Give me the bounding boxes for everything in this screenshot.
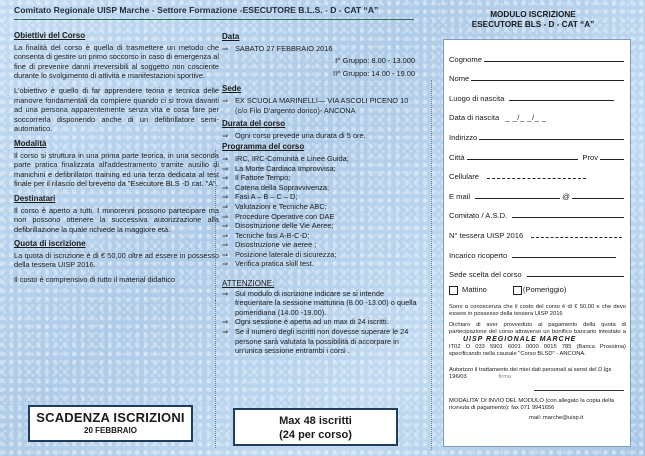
group-2-time: II^ Gruppo: 14.00 - 19.00	[333, 68, 415, 78]
list-item	[222, 154, 417, 164]
data-nascita-field[interactable]	[449, 103, 626, 123]
tessera-field[interactable]	[449, 220, 626, 240]
form-title-line2: ESECUTORE BLS - D - CAT “A”	[471, 20, 595, 29]
destinatari-paragraph: Il corso è aperto a tutti. I minorenni possono partecipare ma non possono ottenere la successiva autorizzazione alla defibrillazione la quale richiede la maggiore età.	[14, 205, 219, 234]
email-label: E mail	[449, 191, 471, 201]
arrow-icon: ⇒	[222, 317, 229, 327]
group-1-time: I^ Gruppo: 8.00 - 13.000	[335, 56, 415, 66]
arrow-icon: ⇒	[222, 95, 229, 105]
programma-item-text: IRC, IRC-Comunità e Linee Guida;	[235, 153, 349, 163]
scadenza-box	[28, 405, 193, 442]
cellulare-input-line[interactable]	[487, 178, 586, 179]
indirizzo-label: Indirizzo	[449, 132, 478, 142]
session-options	[449, 281, 626, 299]
programma-item-text: Catena della Sopravvivenza;	[235, 182, 330, 192]
list-item	[222, 240, 417, 250]
programma-item-text: Fasi A – B – C – D;	[235, 192, 298, 202]
luogo-input-line[interactable]	[509, 100, 614, 101]
sede-scelta-input-line[interactable]	[527, 276, 624, 277]
luogo-nascita-field[interactable]	[449, 83, 626, 103]
arrow-icon: ⇒	[222, 221, 229, 231]
list-item	[222, 250, 417, 260]
quota-paragraph-1: La quota di iscrizione è di € 50,00 oltre ad essere in possesso della tessera UISP 2016.	[14, 250, 219, 270]
left-column	[14, 27, 219, 290]
sede-scelta-field[interactable]	[449, 260, 626, 280]
cellulare-field[interactable]	[449, 162, 626, 182]
cognome-label: Cognome	[449, 54, 482, 64]
programma-item-text: Il Fattore Tempo;	[235, 173, 291, 183]
list-item	[222, 192, 417, 202]
tessera-input-line[interactable]	[531, 237, 622, 238]
heading-durata: Durata del corso	[222, 119, 286, 129]
arrow-icon: ⇒	[222, 259, 229, 269]
programma-item-text: Tecniche fasi A-B-C-D;	[235, 230, 310, 240]
dichiaro-body: Dichiaro di aver provveduto al pagamento della quota di partecipazione del corso attraverso un bonifico bancario intestato a	[449, 321, 626, 335]
arrow-icon: ⇒	[222, 249, 229, 259]
arrow-icon: ⇒	[222, 173, 229, 183]
arrow-icon: ⇒	[222, 43, 229, 53]
form-title-line1: MODULO ISCRIZIONE	[490, 10, 576, 19]
comitato-input-line[interactable]	[512, 217, 624, 218]
email-user-line[interactable]	[475, 198, 560, 199]
iban-text: IT02 O 033 5901 6001 0000 0015 785 (Banca Prossima) specificando nella causale "Corso BLSD" - ANCONA.	[449, 344, 626, 358]
programma-list	[222, 154, 417, 269]
prov-label: Prov	[582, 152, 598, 162]
nome-field[interactable]	[449, 64, 626, 84]
arrow-icon: ⇒	[222, 163, 229, 173]
arrow-icon: ⇒	[222, 230, 229, 240]
arrow-icon: ⇒	[222, 182, 229, 192]
heading-attenzione: ATTENZIONE:	[222, 279, 275, 289]
durata-item	[222, 131, 417, 141]
heading-data: Data	[222, 32, 240, 41]
max-iscritti-line1: Max 48 iscritti	[279, 415, 352, 427]
at-sign: @	[562, 191, 570, 201]
arrow-icon: ⇒	[222, 240, 229, 250]
intestatario: UISP REGIONALE MARCHE	[463, 335, 577, 343]
sede-item	[222, 96, 417, 115]
arrow-icon: ⇒	[222, 327, 229, 337]
attenzione-item-text: Sul modulo di iscrizione indicare se si intende frequentare la sessione mattutina (8.00 -13.00) o quella pomeridiana (14.00 -19.00).	[235, 288, 417, 317]
dichiaro-text	[449, 322, 626, 359]
scadenza-date: 20 FEBBRAIO	[84, 426, 137, 435]
list-item	[222, 289, 417, 318]
email-domain-line[interactable]	[572, 198, 624, 199]
nome-input-line[interactable]	[471, 80, 624, 81]
attenzione-list	[222, 289, 417, 356]
quota-paragraph-2: Il costo è comprensivo di tutto il material didattico	[14, 275, 176, 285]
arrow-icon: ⇒	[222, 130, 229, 140]
scadenza-title: SCADENZA ISCRIZIONI	[36, 410, 185, 425]
data-item	[222, 44, 417, 54]
incarico-label: Incarico ricoperto	[449, 250, 508, 260]
list-item	[222, 221, 417, 231]
middle-column	[222, 32, 417, 356]
programma-item-text: La Morte Cardiaca Improvvisa;	[235, 163, 336, 173]
arrow-icon: ⇒	[222, 211, 229, 221]
heading-destinatari: Destinatari	[14, 193, 56, 203]
firma-line[interactable]	[534, 390, 624, 391]
form-fine-print	[449, 304, 626, 422]
arrow-icon: ⇒	[222, 192, 229, 202]
max-iscritti-box	[233, 408, 398, 446]
cellulare-label: Cellulare	[449, 172, 479, 182]
comitato-label: Comitato / A.S.D.	[449, 211, 508, 221]
max-iscritti-line2: (24 per corso)	[279, 429, 352, 441]
nome-label: Nome	[449, 74, 470, 84]
list-item	[222, 164, 417, 174]
data-nascita-mask[interactable]: _ _/_ _/_ _	[505, 113, 547, 123]
heading-modalita: Modalità	[14, 138, 47, 148]
durata-text: Ogni corso prevede una durata di 5 ore.	[235, 130, 366, 140]
programma-item-text: Procedure Operative con DAE	[235, 211, 335, 221]
firma-label: firma	[498, 373, 512, 380]
cognome-input-line[interactable]	[484, 61, 624, 62]
contact-email: mail: marche@uisp.it	[529, 415, 584, 422]
indirizzo-input-line[interactable]	[479, 139, 624, 140]
comitato-field[interactable]	[449, 201, 626, 221]
luogo-label: Luogo di nascita	[449, 93, 505, 103]
citta-field[interactable]	[449, 142, 626, 162]
incarico-field[interactable]	[449, 240, 626, 260]
mattino-label: Mattino	[462, 285, 487, 295]
arrow-icon: ⇒	[222, 153, 229, 163]
column-divider	[215, 150, 216, 300]
mattino-option[interactable]	[449, 285, 487, 295]
indirizzo-field[interactable]	[449, 122, 626, 142]
heading-programma: Programma del corso	[222, 142, 305, 152]
programma-item-text: Disostruzione delle Vie Aeree;	[235, 221, 334, 231]
modalita-paragraph: Il corso si struttura in una prima parte teorica, in una seconda parte pratica finalizzata all'addestramento tramite ausilio di manichini e defibrillatori training ed una terza dedicata al test finale per il rilascio del brevetto da "Esecutore BLS -D cat. "A".	[14, 150, 219, 189]
autorizzo-text	[449, 367, 626, 381]
list-item	[222, 212, 417, 222]
email-field[interactable]	[449, 181, 626, 201]
programma-item-text: Valutazioni e Tecniche ABC;	[235, 201, 327, 211]
incarico-input-line[interactable]	[512, 257, 616, 258]
column-divider	[431, 80, 432, 450]
course-date: SABATO 27 FEBBRAIO 2016	[235, 43, 333, 53]
list-item	[222, 202, 417, 212]
autorizzo-body: Autorizzo il trattamento dei miei dati personali ai sensi del D.lgs 196/03	[449, 366, 612, 380]
arrow-icon: ⇒	[222, 288, 229, 298]
programma-item-text: Disostruzione vie aeree ;	[235, 240, 317, 250]
modalita-invio-text: MODALITA' DI INVIO DEL MODULO (con allegato la copia della ricevuta di pagamento): fax 071 9941656	[449, 397, 615, 412]
programma-item-text: Posizione laterale di sicurezza;	[235, 249, 337, 259]
data-nascita-label: Data di nascita	[449, 113, 500, 123]
prov-input-line[interactable]	[600, 159, 624, 160]
citta-label: Città	[449, 152, 465, 162]
mattino-checkbox[interactable]	[449, 286, 458, 295]
column-divider	[215, 300, 216, 448]
tessera-label: N° tessera UISP 2016	[449, 230, 524, 240]
obiettivi-paragraph-2: L'obiettivo è quello di far apprendere teoria e tecnica delle manovre fondamentali da compiere quando ci si trova davanti ad una persona apparentemente senza vita e cosa fare per soccorrerla disponendo anche di un defibrillatore semi-automatico.	[14, 85, 219, 134]
attenzione-item-text: Se il numero degli iscritti non dovesse superare le 24 persone sarà valutata la possibilità di accorpare in un'unica sessione entrambi i corsi .	[235, 327, 409, 356]
list-item	[222, 259, 417, 269]
citta-input-line[interactable]	[467, 159, 579, 160]
list-item	[222, 317, 417, 327]
registration-form	[443, 39, 631, 447]
pomeriggio-checkbox[interactable]	[513, 286, 522, 295]
sede-scelta-label: Sede scelta del corso	[449, 270, 522, 280]
programma-item-text: Verifica pratica skill test.	[235, 259, 314, 269]
arrow-icon: ⇒	[222, 201, 229, 211]
heading-obiettivi: Obiettivi del Corso	[14, 31, 86, 40]
conoscenza-text: Sono a conoscenza che il costo del corso è di € 50,00 e che devo essere in possesso della tessera UISP 2016	[449, 304, 626, 318]
list-item	[222, 173, 417, 183]
obiettivi-paragraph-1: La finalità del corso è quella di trasmettere un metodo che consenta di gestire un primo soccorso in caso di emergenza al fine di prevenire danni irreversibili al soggetto non cosciente durante lo svolgimento di attività e manifestazioni sportive.	[14, 42, 219, 81]
pomeriggio-label: (Pomeriggio)	[522, 285, 567, 295]
attenzione-item-text: Ogni sessione è aperta ad un max di 24 iscritti.	[235, 317, 389, 327]
heading-sede: Sede	[222, 84, 242, 94]
page-header: Comitato Regionale UISP Marche - Settore Formazione -ESECUTORE B.L.S. - D - CAT “A”	[14, 5, 414, 20]
cognome-field[interactable]	[449, 44, 626, 64]
heading-quota: Quota di iscrizione	[14, 239, 86, 249]
list-item	[222, 183, 417, 193]
sede-address: EX SCUOLA MARINELLI— VIA ASCOLI PICENO 10 (c/o Filo D'argento dorico)- ANCONA	[235, 95, 409, 115]
form-title	[428, 10, 638, 30]
list-item	[222, 327, 417, 356]
pomeriggio-option[interactable]	[513, 285, 566, 295]
list-item	[222, 231, 417, 241]
